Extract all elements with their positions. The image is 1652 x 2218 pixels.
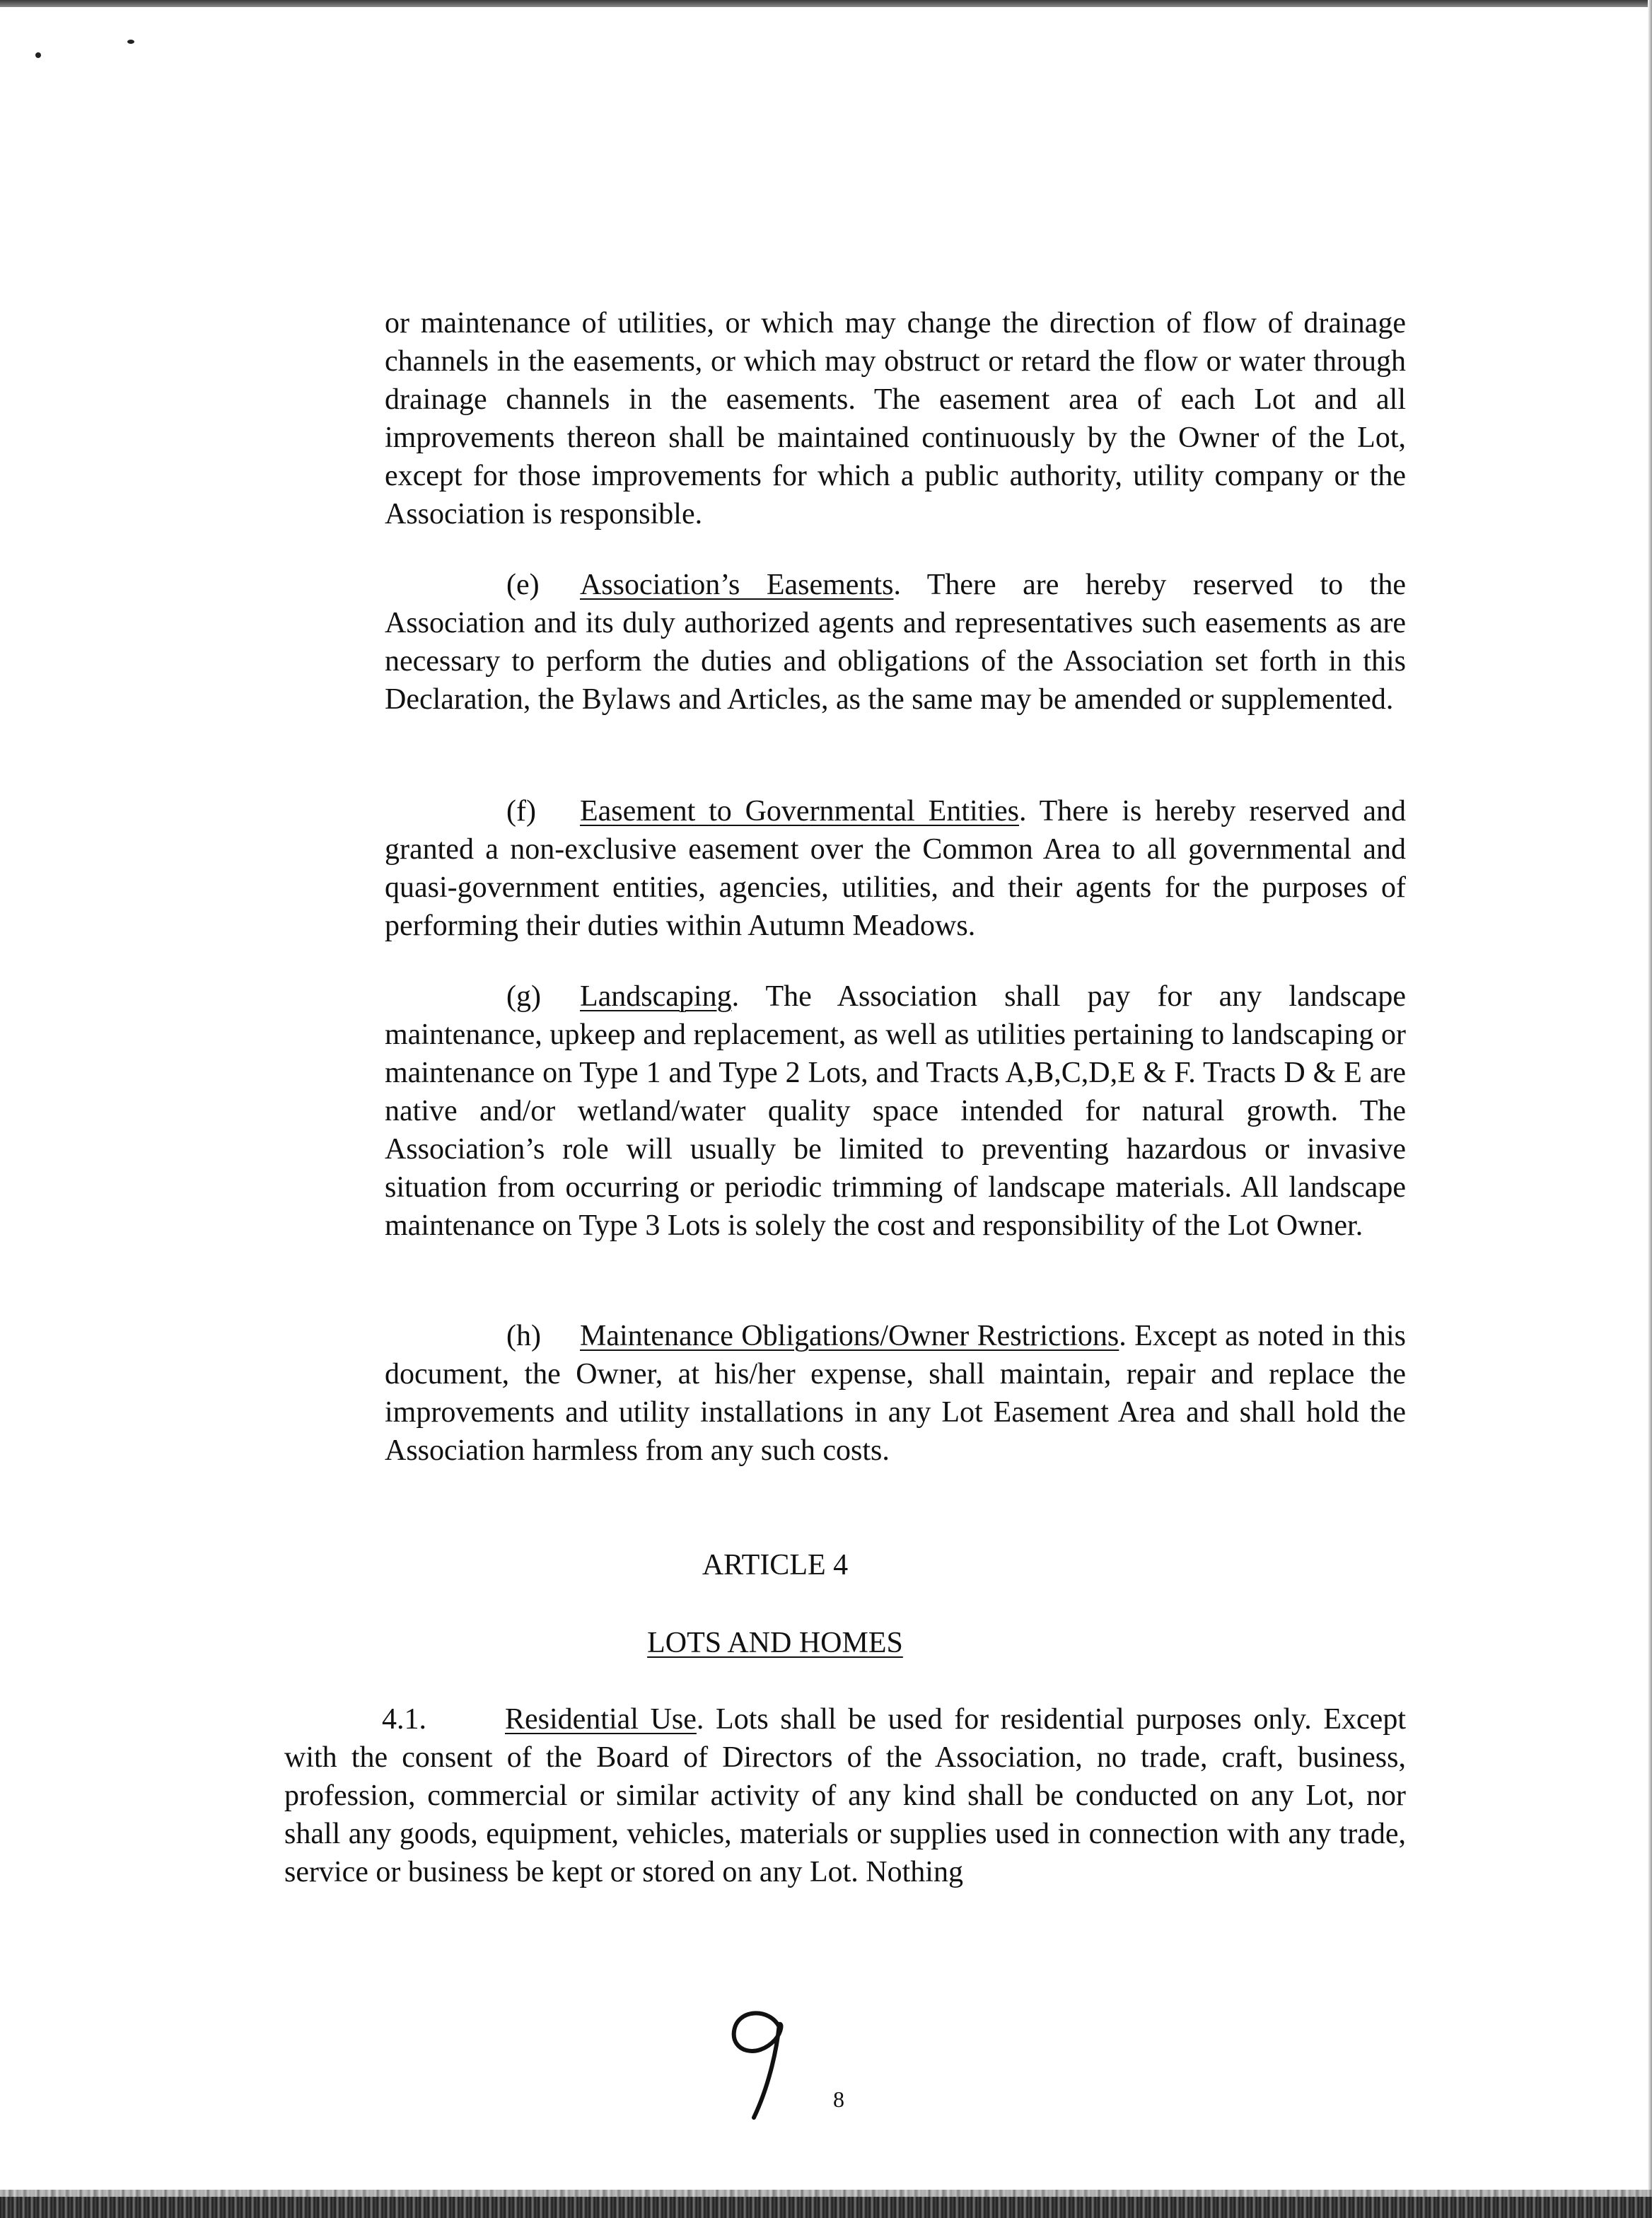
section-h-label: (h)	[506, 1320, 541, 1352]
section-f-label: (f)	[506, 795, 536, 828]
section-f-text: . There is hereby reserved and granted a non-exclusive easement over the Common Area to all governmental and quasi-government entities, agencies, utilities, and their agents for the purposes of performing their duties within Autumn Meadows.	[385, 795, 1406, 942]
section-h-text: . Except as noted in this document, the Owner, at his/her expense, shall maintain, repair and replace the improvements and utility installations in any Lot Easement Area and shall hold the Association harmless from any such costs.	[385, 1320, 1406, 1467]
section-e-label: (e)	[506, 569, 540, 601]
section-g-text: . The Association shall pay for any landscape maintenance, upkeep and replacement, as well as utilities pertaining to landscaping or maintenance on Type 1 and Type 2 Lots, and Tracts A,B,C,D,E & F. Tracts D & E are native and/or wetland/water quality space intended for natural growth. The Association’s role will usually be limited to preventing hazardous or invasive situation from occurring or periodic trimming of landscape materials. All landscape maintenance on Type 3 Lots is solely the cost and responsibility of the Lot Owner.	[385, 980, 1406, 1242]
article-title	[0, 1624, 1550, 1662]
article-heading: ARTICLE 4	[702, 1549, 849, 1581]
section-f	[385, 792, 1406, 945]
subsection-title: Residential Use	[505, 1703, 697, 1736]
scan-speck	[127, 40, 134, 44]
section-h	[385, 1317, 1406, 1470]
article-title-text: LOTS AND HOMES	[647, 1627, 903, 1659]
subsection-4-1	[284, 1700, 1406, 1891]
scan-bottom-edge	[0, 2190, 1652, 2218]
section-f-title: Easement to Governmental Entities	[580, 795, 1019, 828]
handwritten-page-number	[724, 2003, 802, 2123]
printed-page-number: 8	[833, 2086, 844, 2112]
section-g-label: (g)	[506, 980, 541, 1013]
subsection-text: . Lots shall be used for residential purposes only. Except with the consent of the Board of Directors of the Association, no trade, craft, business, profession, commercial or similar activity of any kind shall be conducted on any Lot, nor shall any goods, equipment, vehicles, materials or supplies used in connection with any trade, service or business be kept or stored on any Lot. Nothing	[284, 1703, 1406, 1888]
scan-right-edge	[1648, 0, 1652, 2218]
section-g-title: Landscaping	[580, 980, 732, 1013]
subsection-number: 4.1.	[382, 1703, 426, 1736]
section-e-title: Association’s Easements	[580, 569, 894, 601]
section-h-title: Maintenance Obligations/Owner Restrictions	[580, 1320, 1119, 1352]
paragraph-continuation: or maintenance of utilities, or which may change the direction of flow of drainage channels in the easements, or which may obstruct or retard the flow or water through drainage channels in the easements. The easement area of each Lot and all improvements thereon shall be maintained continuously by the Owner of the Lot, except for those improvements for which a public authority, utility company or the Association is responsible.	[385, 307, 1406, 530]
section-e-text: . There are hereby reserved to the Association and its duly authorized agents and representatives such easements as are necessary to perform the duties and obligations of the Association set forth in this Declaration, the Bylaws and Articles, as the same may be amended or supplemented.	[385, 569, 1406, 716]
section-e	[385, 566, 1406, 719]
section-g	[385, 977, 1406, 1245]
scan-speck	[35, 52, 41, 58]
scan-top-edge	[0, 0, 1652, 7]
